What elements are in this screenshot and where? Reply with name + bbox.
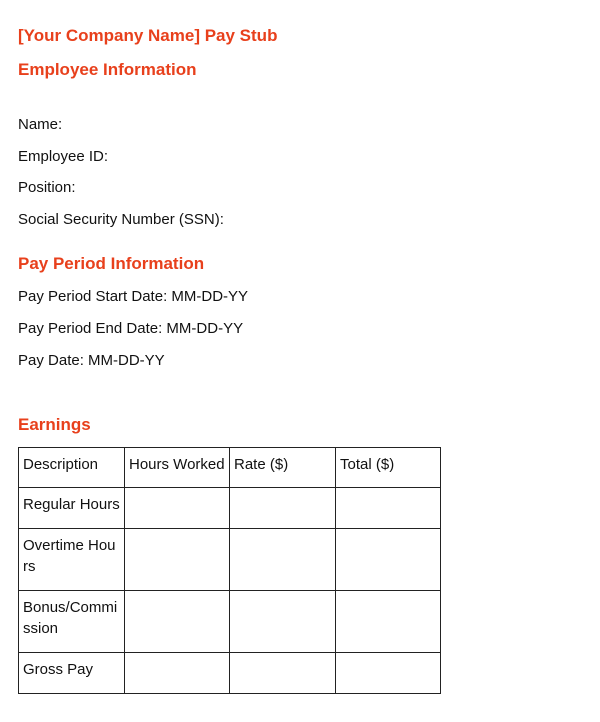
row-description: Regular Hours xyxy=(19,488,125,529)
position-field-label: Position: xyxy=(18,179,76,196)
row-total-cell[interactable] xyxy=(336,488,441,529)
row-description: Bonus/Commission xyxy=(19,591,125,653)
employee-id-field-label: Employee ID: xyxy=(18,148,109,165)
pay-period-start-date: Pay Period Start Date: MM-DD-YY xyxy=(18,288,249,305)
row-hours-cell[interactable] xyxy=(125,591,230,653)
row-description: Gross Pay xyxy=(19,653,125,694)
header-total: Total ($) xyxy=(336,448,441,488)
earnings-table xyxy=(18,447,441,694)
name-field-label: Name: xyxy=(18,116,63,133)
header-hours-worked: Hours Worked xyxy=(125,448,230,488)
table-row xyxy=(19,591,441,653)
table-row xyxy=(19,653,441,694)
header-description: Description xyxy=(19,448,125,488)
row-rate-cell[interactable] xyxy=(230,488,336,529)
row-description: Overtime Hours xyxy=(19,529,125,591)
row-total-cell[interactable] xyxy=(336,653,441,694)
pay-date: Pay Date: MM-DD-YY xyxy=(18,352,165,369)
row-hours-cell[interactable] xyxy=(125,529,230,591)
earnings-heading: Earnings xyxy=(18,415,91,434)
row-total-cell[interactable] xyxy=(336,591,441,653)
row-rate-cell[interactable] xyxy=(230,529,336,591)
table-header-row xyxy=(19,448,441,488)
employee-info-heading: Employee Information xyxy=(18,60,197,79)
table-row xyxy=(19,488,441,529)
ssn-field-label: Social Security Number (SSN): xyxy=(18,211,224,228)
row-hours-cell[interactable] xyxy=(125,488,230,529)
row-rate-cell[interactable] xyxy=(230,653,336,694)
row-hours-cell[interactable] xyxy=(125,653,230,694)
header-rate: Rate ($) xyxy=(230,448,336,488)
pay-period-end-date: Pay Period End Date: MM-DD-YY xyxy=(18,320,244,337)
table-row xyxy=(19,529,441,591)
row-total-cell[interactable] xyxy=(336,529,441,591)
pay-period-heading: Pay Period Information xyxy=(18,254,205,273)
row-rate-cell[interactable] xyxy=(230,591,336,653)
page-title: [Your Company Name] Pay Stub xyxy=(18,26,278,45)
